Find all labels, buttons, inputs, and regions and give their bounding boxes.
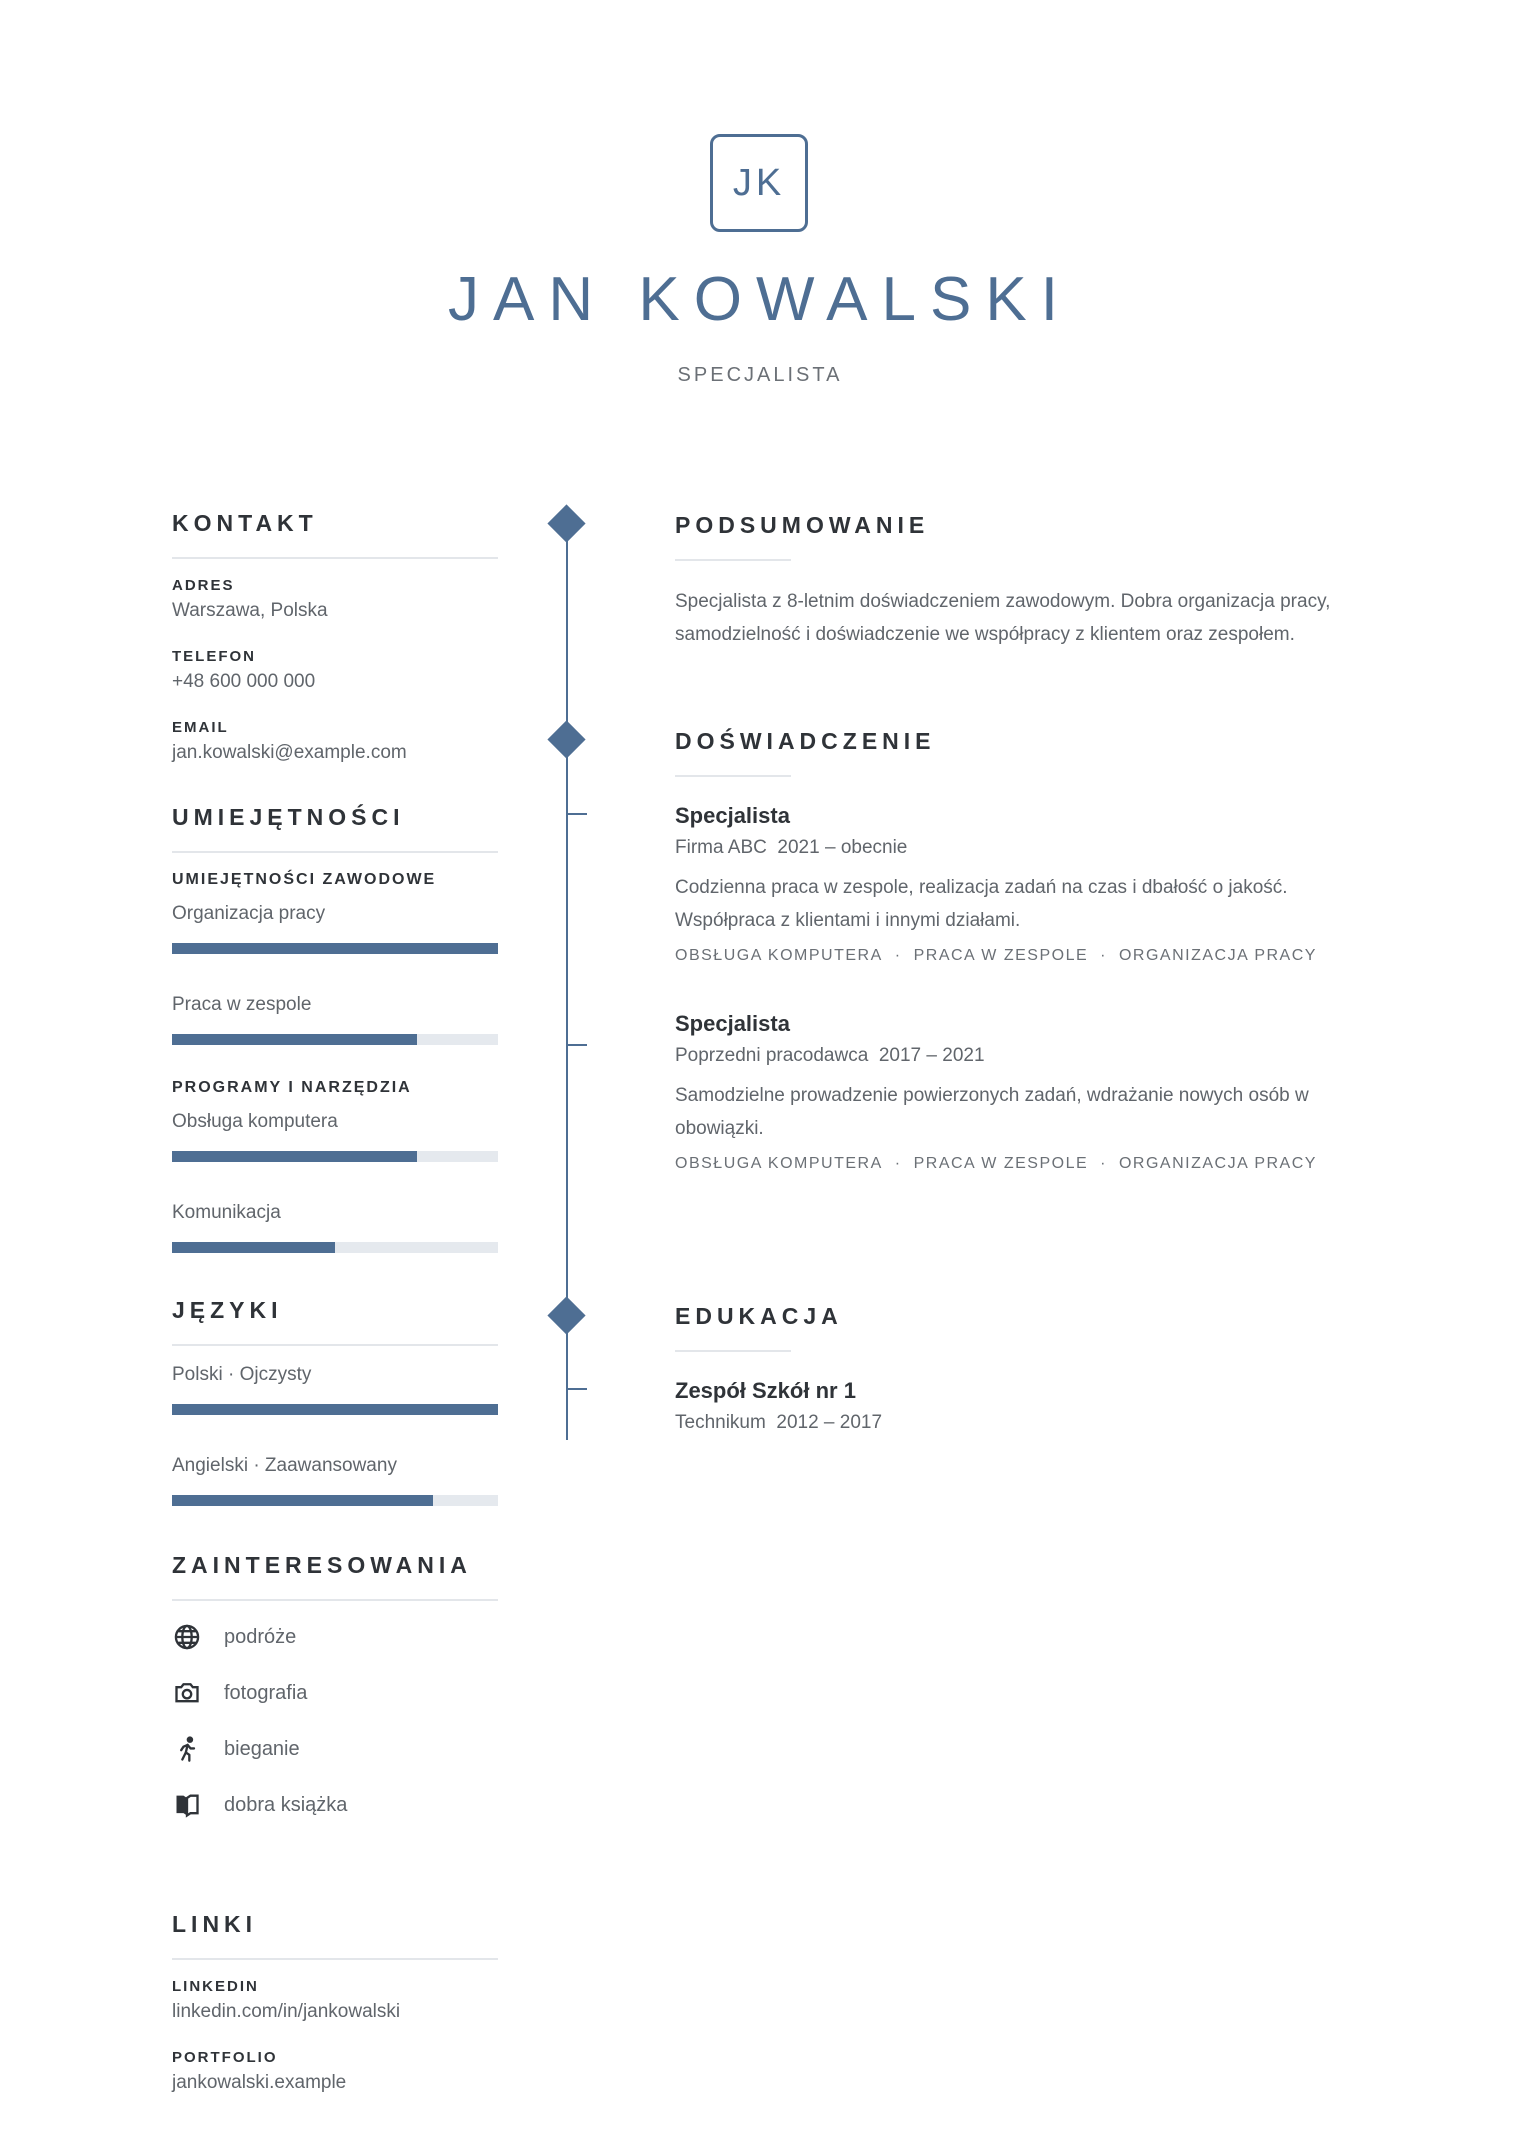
job-entry	[675, 1011, 1375, 1173]
job-meta	[675, 837, 1375, 859]
links-section	[172, 1911, 498, 2094]
education-entry	[675, 1378, 1375, 1434]
language-name: Angielski · Zaawansowany	[172, 1455, 397, 1476]
education-section	[675, 1303, 1375, 1434]
summary-section	[675, 512, 1375, 651]
running-icon	[172, 1734, 202, 1764]
summary-text: Specjalista z 8-letnim doświadczeniem zawodowym. Dobra organizacja pracy, samodzielność i doświadczenie we współpracy z klientem oraz zespołem.	[675, 591, 1331, 645]
portfolio-link[interactable]: jankowalski.example	[172, 2072, 347, 2093]
timeline-diamond-experience	[547, 720, 585, 758]
tag-separator: ·	[1100, 1155, 1107, 1172]
email-value: jan.kowalski@example.com	[172, 742, 407, 763]
interests-heading: ZAINTERESOWANIA	[172, 1552, 498, 1601]
job-company: Firma ABC	[675, 837, 767, 858]
experience-underline	[675, 775, 791, 777]
email-label: EMAIL	[172, 719, 229, 736]
camera-icon	[172, 1678, 202, 1708]
experience-section	[675, 728, 1375, 1173]
education-underline	[675, 1350, 791, 1352]
skill-name: Komunikacja	[172, 1202, 281, 1223]
monogram-logo: JK	[710, 134, 808, 232]
skills-heading: UMIEJĘTNOŚCI	[172, 804, 498, 853]
job-description: Codzienna praca w zespole, realizacja zadań na czas i dbałość o jakość. Współpraca z klientami i innymi działami.	[675, 877, 1288, 931]
skills-group-heading: PROGRAMY I NARZĘDZIA	[172, 1079, 412, 1096]
language-bar	[172, 1495, 498, 1506]
left-column	[172, 510, 498, 2120]
portfolio-label: PORTFOLIO	[172, 2049, 278, 2066]
job-tags	[675, 1155, 1375, 1173]
skill-bar	[172, 1151, 498, 1162]
contact-email	[172, 719, 498, 764]
address-value: Warszawa, Polska	[172, 600, 328, 621]
summary-underline	[675, 559, 791, 561]
candidate-name: JAN KOWALSKI	[448, 265, 1072, 334]
job-tag: PRACA W ZESPOLE	[913, 947, 1089, 964]
tag-separator: ·	[894, 1155, 902, 1172]
timeline-tick-job	[567, 1044, 587, 1046]
experience-heading: DOŚWIADCZENIE	[675, 728, 936, 754]
education-heading: EDUKACJA	[675, 1303, 843, 1329]
language-bar-fill	[172, 1495, 433, 1506]
school-name: Zespół Szkół nr 1	[675, 1378, 856, 1403]
job-title: Specjalista	[675, 1011, 790, 1036]
interest-item	[172, 1721, 498, 1777]
contact-section	[172, 510, 498, 764]
contact-address	[172, 577, 498, 622]
tag-separator: ·	[1100, 947, 1107, 964]
contact-heading: KONTAKT	[172, 510, 498, 559]
language-name: Polski · Ojczysty	[172, 1364, 312, 1385]
language-bar	[172, 1404, 498, 1415]
job-tag: OBSŁUGA KOMPUTERA	[675, 1155, 883, 1172]
skill-name: Praca w zespole	[172, 994, 312, 1015]
interest-item	[172, 1665, 498, 1721]
timeline-tick-job	[567, 813, 587, 815]
skill-bar-fill	[172, 943, 498, 954]
job-tag: OBSŁUGA KOMPUTERA	[675, 947, 883, 964]
job-title: Specjalista	[675, 803, 790, 828]
skill-name: Obsługa komputera	[172, 1111, 338, 1132]
interests-section	[172, 1552, 498, 1833]
phone-value: +48 600 000 000	[172, 671, 316, 692]
skill-bar	[172, 1242, 498, 1253]
interest-label: dobra książka	[224, 1793, 348, 1816]
job-description: Samodzielne prowadzenie powierzonych zadań, wdrażanie nowych osób w obowiązki.	[675, 1085, 1309, 1139]
job-company: Poprzedni pracodawca	[675, 1045, 869, 1066]
candidate-title: SPECJALISTA	[677, 364, 843, 386]
skill-bar-fill	[172, 1034, 417, 1045]
globe-icon	[172, 1622, 202, 1652]
languages-section	[172, 1297, 498, 1506]
timeline-diamond-summary	[547, 504, 585, 542]
book-icon	[172, 1790, 202, 1820]
interest-label: podróże	[224, 1625, 297, 1648]
job-tag: ORGANIZACJA PRACY	[1118, 1155, 1317, 1172]
timeline-diamond-education	[547, 1296, 585, 1334]
interest-item	[172, 1777, 498, 1833]
tag-separator: ·	[894, 947, 902, 964]
linkedin-link[interactable]: linkedin.com/in/jankowalski	[172, 2001, 401, 2022]
skill-bar	[172, 943, 498, 954]
languages-heading: JĘZYKI	[172, 1297, 498, 1346]
phone-label: TELEFON	[172, 648, 256, 665]
school-meta	[675, 1412, 1375, 1434]
address-label: ADRES	[172, 577, 235, 594]
language-bar-fill	[172, 1404, 498, 1415]
skill-name: Organizacja pracy	[172, 903, 326, 924]
job-meta	[675, 1045, 1375, 1067]
contact-phone	[172, 648, 498, 693]
interest-label: fotografia	[224, 1681, 308, 1704]
school-dates: 2012 – 2017	[776, 1412, 883, 1433]
job-entry	[675, 803, 1375, 965]
skills-section	[172, 804, 498, 1253]
linkedin-label: LINKEDIN	[172, 1978, 259, 1995]
job-dates: 2021 – obecnie	[777, 837, 908, 858]
job-tag: ORGANIZACJA PRACY	[1118, 947, 1317, 964]
school-type: Technikum	[675, 1412, 766, 1433]
interest-item	[172, 1609, 498, 1665]
links-heading: LINKI	[172, 1911, 498, 1960]
summary-heading: PODSUMOWANIE	[675, 512, 930, 538]
job-tag: PRACA W ZESPOLE	[913, 1155, 1089, 1172]
skill-bar-fill	[172, 1151, 417, 1162]
skill-bar-fill	[172, 1242, 335, 1253]
timeline-tick-school	[567, 1388, 587, 1390]
job-tags	[675, 947, 1375, 965]
job-dates: 2017 – 2021	[878, 1045, 985, 1066]
skill-bar	[172, 1034, 498, 1045]
interest-label: bieganie	[224, 1737, 300, 1760]
skills-group-heading: UMIEJĘTNOŚCI ZAWODOWE	[172, 871, 437, 888]
